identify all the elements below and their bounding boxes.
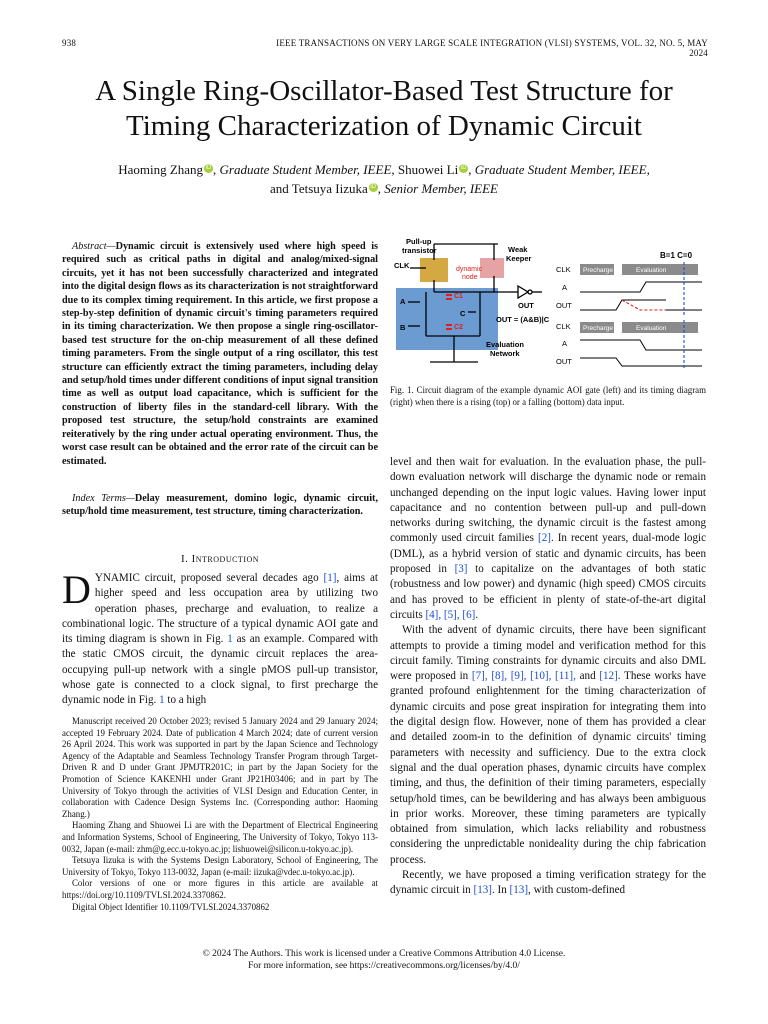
figure-caption: Fig. 1. Circuit diagram of the example dynamic AOI gate (left) and its timing diagram (right) when there is a rising (top) or a falling (bottom) data input.: [390, 385, 706, 407]
pullup-label: transistor: [402, 246, 437, 255]
author-name: Haoming Zhang: [118, 162, 204, 177]
out-label: OUT: [518, 301, 534, 310]
figure-1-diagram: [390, 236, 710, 382]
license-line-1: © 2024 The Authors. This work is licensed under a Creative Commons Attribution 4.0 License.: [202, 949, 566, 959]
right-column-text: [390, 455, 706, 899]
title-line-1: A Single Ring-Oscillator-Based Test Structure for: [95, 75, 673, 107]
orcid-icon[interactable]: iD: [205, 165, 212, 171]
index-terms-text: Delay measurement, domino logic, dynamic circuit, setup/hold time measurement, test structure, timing characterization.: [62, 493, 378, 518]
body-text: , with custom-defined: [528, 884, 626, 897]
author-role: Senior Member, IEEE: [384, 181, 498, 196]
body-text: With the advent of dynamic circuits, there have been significant attempts to provide a timing model and verification method for this circuit family. Timing constraints for dynamic circuits and also DML were proposed in: [390, 624, 706, 683]
eval-network-label: Evaluation: [486, 340, 524, 349]
author-role: Graduate Student Member, IEEE: [474, 162, 647, 177]
citation-link[interactable]: [2]: [538, 532, 551, 545]
paragraph: [390, 455, 706, 623]
dynamic-node-label: dynamic: [456, 266, 483, 273]
citation-link[interactable]: [13]: [473, 884, 492, 897]
body-text: . In recent years, dual-mode logic (DML), as a hybrid version of static and dynamic circuits, has been proposed in: [390, 532, 707, 576]
body-text: . In: [491, 884, 510, 897]
citation-link[interactable]: [13]: [509, 884, 529, 897]
author-role: Graduate Student Member, IEEE: [219, 162, 392, 177]
figure-link[interactable]: 1: [227, 633, 233, 646]
abstract-label: Abstract—: [72, 241, 116, 252]
title-line-2: Timing Characterization of Dynamic Circuit: [126, 110, 642, 142]
eval-network-label: Network: [490, 349, 520, 358]
footnote-affiliation-1: Haoming Zhang and Shuowei Li are with the Department of Electrical Engineering and Information Systems, School of Engineering, The University of Tokyo, Tokyo 113-0032, Japan (e-mail: zhm@g.ecc.u-tokyo.ac.jp; lishuowei@silicon.u-tokyo.ac.jp).: [62, 820, 378, 854]
paragraph: [390, 868, 706, 899]
body-text: and: [575, 670, 600, 683]
footnote-doi: Digital Object Identifier 10.1109/TVLSI.2024.3370862: [72, 901, 270, 912]
footnotes: [62, 716, 378, 913]
license-line-2: For more information, see https://creativecommons.org/licenses/by/4.0/: [248, 961, 520, 971]
footnote-affiliation-2: Tetsuya Iizuka is with the Systems Design Laboratory, School of Engineering, The University of Tokyo, Tokyo 113-0032, Japan (e-mail: iizuka@vdec.u-tokyo.ac.jp).: [62, 855, 378, 877]
intro-paragraph: [62, 567, 378, 709]
evaluation-label-bottom: Evaluation: [636, 325, 667, 332]
input-a-label: A: [400, 297, 406, 306]
evaluation-label-top: Evaluation: [636, 267, 667, 274]
pullup-region: [420, 258, 448, 282]
index-terms: [62, 492, 378, 519]
pullup-label: Pull-up: [406, 237, 432, 246]
body-text: Recently, we have proposed a timing verification strategy for the dynamic circuit in: [390, 869, 706, 897]
drop-cap: D: [62, 567, 91, 612]
keeper-label: Keeper: [506, 254, 532, 263]
out-equation: OUT = (A&B)|C: [496, 315, 550, 324]
dynamic-node-label: node: [462, 274, 478, 281]
signal-out-top: OUT: [556, 301, 572, 310]
clk-label: CLK: [394, 261, 410, 270]
section-heading: I. Introduction: [180, 553, 260, 565]
journal-header: IEEE TRANSACTIONS ON VERY LARGE SCALE INTEGRATION (VLSI) SYSTEMS, VOL. 32, NO. 5, MAY 2024: [276, 38, 708, 58]
citation-link[interactable]: [1]: [323, 572, 337, 584]
intro-text: as an example. Compared with the static CMOS circuit, the dynamic circuit replaces the area-occupying pull-up network with a single pMOS pull-up transistor, whose gate is connected to a clock signal, to first precharge the dynamic node in Fig.: [62, 633, 378, 707]
signal-clk-top: CLK: [556, 265, 571, 274]
body-text: .: [475, 608, 479, 621]
body-text: to capitalize on the advantages of both static (robustness and low power) and dynamic (high speed) CMOS circuits and has proved to be efficient in plenty of state-of-the-art digital circuits: [390, 563, 706, 621]
page-number: 938: [62, 38, 77, 48]
citation-link[interactable]: [7], [8], [9], [10], [11],: [471, 670, 576, 683]
abstract-text: Dynamic circuit is extensively used where high speed is required such as critical paths in digital and analog/mixed-signal circuits, yet it has not been successfully characterized and integrated into the digital design flows as its characterization is not straightforward due to its complex timing requirement. In this article, we first propose a step-by-step definition of dynamic circuit's timing parameters required in its timing characterization. We then propose a single ring-oscillator-based test structure for the on-chip measurement of all these defined timing parameters. From the single output of a ring oscillator, this test structure can efficiently extract the timing parameters, including delay and setup/hold times under different conditions of input signal transition time as well as output load capacitance, which is sufficient for the construction of liberty files in the standard-cell library. With the proposed test structure, the setup/hold constraints are examined reiteratively by the ring under actual operating environment. Thus, the worst case result can be obtained and the error rate of the circuit can be estimated.: [62, 241, 378, 467]
citation-link[interactable]: [4], [5], [6]: [425, 608, 476, 621]
figure-1: [390, 236, 710, 382]
body-text: level and then wait for evaluation. In the evaluation phase, the pull-down evaluation network will discharge the dynamic node or remain unchanged depending on the input logic values. Having lower input capacitance and no contention between pull-up and pull-down networks during switching, the dynamic circuit is the fastest among commonly used circuit families: [390, 456, 706, 545]
input-b-label: B: [400, 323, 406, 332]
paragraph: [390, 623, 706, 868]
body-text: . These works have granted profound enlightenment for the timing characterization of dynamic circuits and pose great inspiration for integrating them into the digital design flow. However, none of them has provided a clear and detailed zoom-in to the definition of dynamic circuits' timing parameters with necessity and sufficiency. Due to the extra clock signal and the dual operation phases, dynamic circuits have complex timing, and thus, the definition of their timing parameters, especially setup/hold times, can be bewildering and has always been ambiguous in prior works. Moreover, these timing parameters are typically obtained from simulation, which lacks reliability and robustness considering the unpredictable nonideality during the chip fabrication process.: [390, 670, 706, 866]
intro-text: YNAMIC circuit, proposed several decades ago: [94, 572, 324, 584]
signal-out-bottom: OUT: [556, 357, 572, 366]
orcid-icon[interactable]: iD: [460, 165, 467, 171]
author-name: Shuowei Li: [397, 162, 459, 177]
precharge-label-top: Precharge: [583, 267, 613, 274]
abstract: [62, 240, 378, 468]
citation-link[interactable]: [12]: [599, 670, 618, 683]
intro-text: to a high: [164, 694, 207, 707]
author-list: Haoming Zhang iD , Graduate Student Member, IEEE, Shuowei Li iD , Graduate Student Member, IEEE, and Tetsuya Iizuka iD , Senior Member, IEEE: [118, 162, 650, 196]
evaluation-network-region: [396, 288, 498, 350]
index-terms-label: Index Terms—: [72, 493, 135, 504]
license-footer: [40, 948, 728, 972]
signal-clk-bottom: CLK: [556, 322, 571, 331]
intro-text: , aims at higher speed and less occupation area by utilizing two operation phases, precharge and evaluation, to realize a combinational logic. The structure of a typical dynamic AOI gate and its timing diagram is shown in Fig.: [62, 572, 378, 646]
c2-label: C2: [454, 324, 463, 331]
author-name: and Tetsuya Iizuka: [270, 181, 368, 196]
footnote-manuscript: Manuscript received 20 October 2023; revised 5 January 2024 and 29 January 2024; accepted 19 February 2024. Date of publication 4 March 2024; date of current version 26 April 2024. This work was supported in part by the Japan Science and Technology Agency of the Adaptable and Seamless Technology Transfer Program through Target-Driven R and D under Grant JPMJTR201C; in part by the Japan Society for the Promotion of Science KAKENHI under Grant JP21H03406; and in part by The University of Tokyo through the activities of VLSI Design and Education Center, in collaboration with Cadence Design Systems Inc. (Corresponding author: Haoming Zhang.): [62, 716, 378, 819]
paper-title: [40, 74, 728, 144]
keeper-label: Weak: [508, 245, 528, 254]
orcid-icon[interactable]: iD: [370, 184, 377, 190]
signal-a-top: A: [562, 283, 568, 292]
input-c-label: C: [460, 309, 466, 318]
c1-label: C1: [454, 293, 463, 300]
figure-link[interactable]: 1: [159, 694, 165, 707]
precharge-label-bottom: Precharge: [583, 325, 613, 332]
condition-label: B=1 C=0: [660, 251, 693, 260]
signal-a-bottom: A: [562, 339, 568, 348]
keeper-region: [480, 258, 504, 278]
citation-link[interactable]: [3]: [454, 563, 468, 576]
footnote-color: Color versions of one or more figures in this article are available at https://doi.org/10.1109/TVLSI.2024.3370862.: [62, 878, 378, 900]
